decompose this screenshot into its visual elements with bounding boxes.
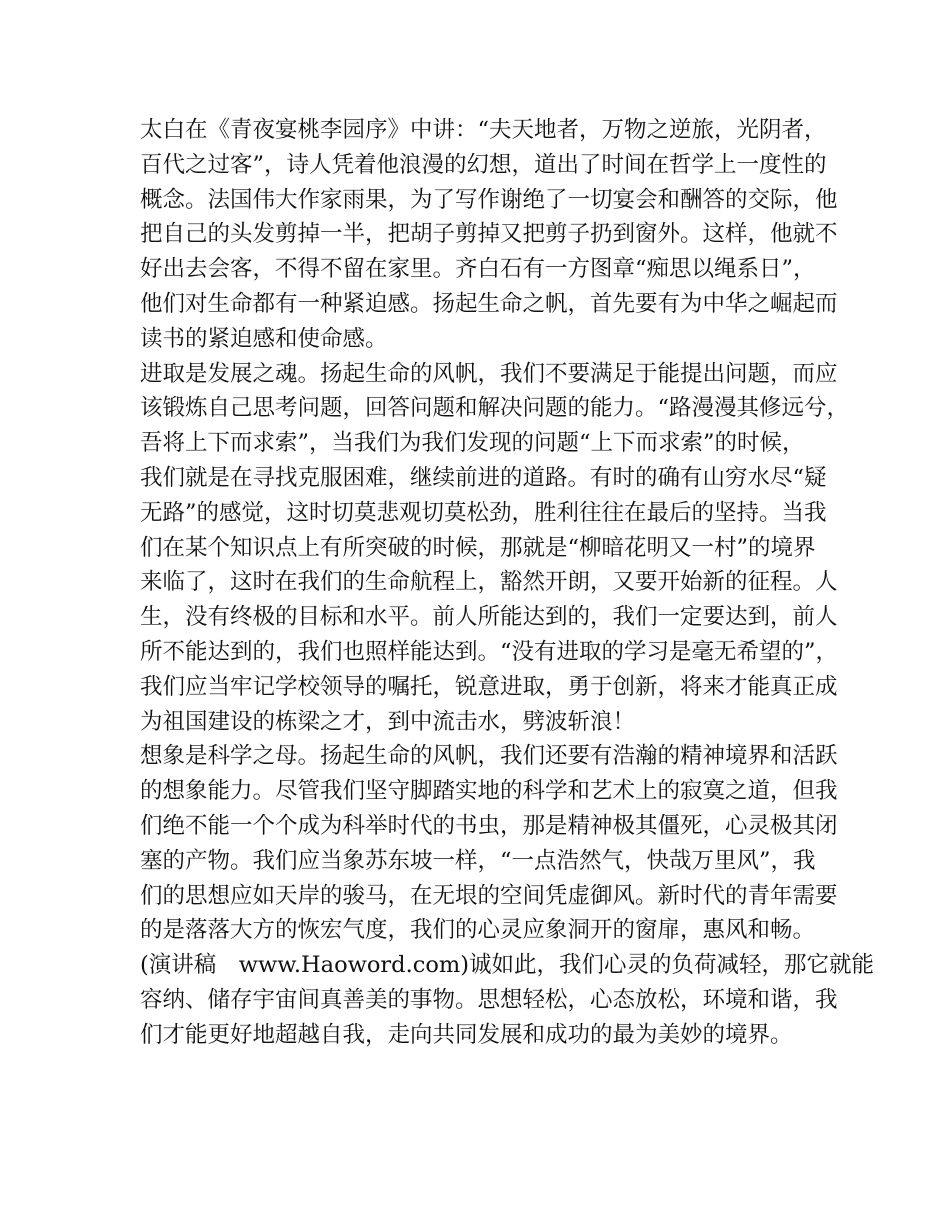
text-line: 容纳、储存宇宙间真善美的事物。思想轻松，心态放松，环境和谐，我 [140, 986, 838, 1013]
text-line: 塞的产物。我们应当象苏东坡一样，“一点浩然气，快哉万里风”，我 [140, 847, 816, 874]
text-line: 该锻炼自己思考问题，回答问题和解决问题的能力。“路漫漫其修远兮， [140, 395, 850, 422]
text-line: 生，没有终极的目标和水平。前人所能达到的，我们一定要达到，前人 [140, 604, 838, 631]
text-line: 进取是发展之魂。扬起生命的风帆，我们不要满足于能提出问题，而应 [140, 360, 838, 387]
text-line: 读书的紧迫感和使命感。 [140, 325, 388, 352]
document-body [140, 113, 874, 1053]
text-line: 的是落落大方的恢宏气度，我们的心灵应象洞开的窗扉，惠风和畅。 [140, 917, 816, 944]
text-line: 想象是科学之母。扬起生命的风帆，我们还要有浩瀚的精神境界和活跃 [140, 743, 838, 770]
text-line: 把自己的头发剪掉一半，把胡子剪掉又把剪子扔到窗外。这样，他就不 [140, 221, 838, 248]
text-line: 好出去会客，不得不留在家里。齐白石有一方图章“痴思以绳系日”， [140, 256, 816, 283]
text-line: 无路”的感觉，这时切莫悲观切莫松劲，胜利往往在最后的坚持。当我 [140, 499, 827, 526]
text-line: 所不能达到的，我们也照样能达到。“没有进取的学习是毫无希望的”， [140, 638, 839, 665]
text-line: 的想象能力。尽管我们坚守脚踏实地的科学和艺术上的寂寞之道，但我 [140, 778, 838, 805]
text-line: 们的思想应如天岸的骏马，在无垠的空间凭虚御风。新时代的青年需要 [140, 882, 838, 909]
text-line: 概念。法国伟大作家雨果，为了写作谢绝了一切宴会和酬答的交际，他 [140, 186, 838, 213]
text-line: 们绝不能一个个成为科举时代的书虫，那是精神极其僵死，心灵极其闭 [140, 812, 838, 839]
text-line: 为祖国建设的栋梁之才，到中流击水，劈波斩浪！ [140, 708, 636, 735]
text-line: 百代之过客”，诗人凭着他浪漫的幻想，道出了时间在哲学上一度性的 [140, 151, 827, 178]
text-line: 太白在《青夜宴桃李园序》中讲：“夫天地者，万物之逆旅，光阴者， [140, 117, 827, 143]
text-line: 我们应当牢记学校领导的嘱托，锐意进取，勇于创新，将来才能真正成 [140, 673, 838, 700]
text-line: 他们对生命都有一种紧迫感。扬起生命之帆，首先要有为中华之崛起而 [140, 290, 838, 317]
text-line: 来临了，这时在我们的生命航程上，豁然开朗，又要开始新的征程。人 [140, 569, 838, 596]
text-line: 我们就是在寻找克服困难，继续前进的道路。有时的确有山穷水尽“疑 [140, 464, 827, 491]
text-line: 吾将上下而求索”，当我们为我们发现的问题“上下而求索”的时候， [140, 430, 805, 457]
text-line: 们在某个知识点上有所突破的时候，那就是“柳暗花明又一村”的境界 [140, 534, 816, 561]
text-line: (演讲稿 www.Haoword.com)诚如此，我们心灵的负荷减轻，那它就能 [140, 952, 874, 979]
text-line: 们才能更好地超越自我，走向共同发展和成功的最为美妙的境界。 [140, 1021, 793, 1048]
